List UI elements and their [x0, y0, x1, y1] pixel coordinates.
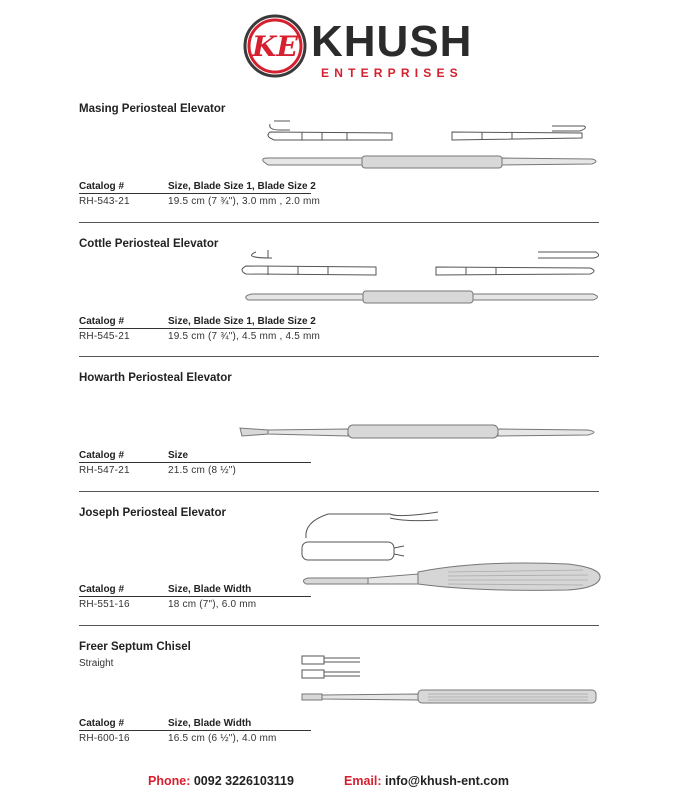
size-value: 19.5 cm (7 ¾"), 4.5 mm , 4.5 mm: [168, 331, 321, 342]
brand-tagline: ENTERPRISES: [321, 66, 463, 80]
catalog-number: RH-543-21: [79, 196, 130, 207]
size-value: 19.5 cm (7 ¾"), 3.0 mm , 2.0 mm: [168, 196, 321, 207]
product-title: Howarth Periosteal Elevator: [79, 372, 232, 384]
masing-elevator-illustration: [262, 118, 602, 170]
header-underline: [79, 193, 311, 194]
product-title: Freer Septum Chisel: [79, 641, 191, 653]
size-value: 16.5 cm (6 ½"), 4.0 mm: [168, 733, 277, 744]
cottle-elevator-illustration: [238, 248, 606, 308]
catalog-number: RH-551-16: [79, 599, 130, 610]
size-header: Size, Blade Width: [168, 584, 252, 595]
catalog-header: Catalog #: [79, 718, 125, 729]
catalog-header: Catalog #: [79, 316, 125, 327]
logo-badge-icon: [243, 14, 307, 78]
header-underline: [79, 730, 311, 731]
section-divider: [79, 625, 599, 626]
brand-name: KHUSH: [311, 17, 473, 66]
catalog-header: Catalog #: [79, 584, 125, 595]
product-title: Masing Periosteal Elevator: [79, 103, 226, 115]
phone-number[interactable]: 0092 3226103119: [193, 774, 294, 788]
company-logo: [243, 14, 473, 80]
catalog-header: Catalog #: [79, 450, 125, 461]
freer-chisel-illustration: [298, 652, 602, 708]
size-header: Size, Blade Width: [168, 718, 252, 729]
catalog-number: RH-545-21: [79, 331, 130, 342]
catalog-header: Catalog #: [79, 181, 125, 192]
size-value: 18 cm (7"), 6.0 mm: [168, 599, 257, 610]
catalog-number: RH-600-16: [79, 733, 130, 744]
size-header: Size: [168, 450, 189, 461]
header-underline: [79, 596, 311, 597]
product-variant: Straight: [79, 658, 114, 669]
phone-label: Phone:: [148, 774, 191, 788]
header-underline: [79, 328, 311, 329]
email-label: Email:: [344, 774, 382, 788]
email-contact[interactable]: [344, 774, 509, 788]
size-header: Size, Blade Size 1, Blade Size 2: [168, 316, 316, 327]
size-header: Size, Blade Size 1, Blade Size 2: [168, 181, 316, 192]
contact-footer: [0, 774, 689, 790]
product-title: Joseph Periosteal Elevator: [79, 507, 227, 519]
howarth-elevator-illustration: [238, 420, 600, 440]
logo-monogram: KE: [252, 30, 298, 63]
section-divider: [79, 222, 599, 223]
header-underline: [79, 462, 311, 463]
section-divider: [79, 356, 599, 357]
catalog-number: RH-547-21: [79, 465, 130, 476]
joseph-elevator-illustration: [298, 508, 602, 592]
size-value: 21.5 cm (8 ½"): [168, 465, 237, 476]
phone-contact[interactable]: [148, 774, 294, 788]
section-divider: [79, 491, 599, 492]
email-address[interactable]: info@khush-ent.com: [385, 774, 509, 788]
product-title: Cottle Periosteal Elevator: [79, 238, 219, 250]
